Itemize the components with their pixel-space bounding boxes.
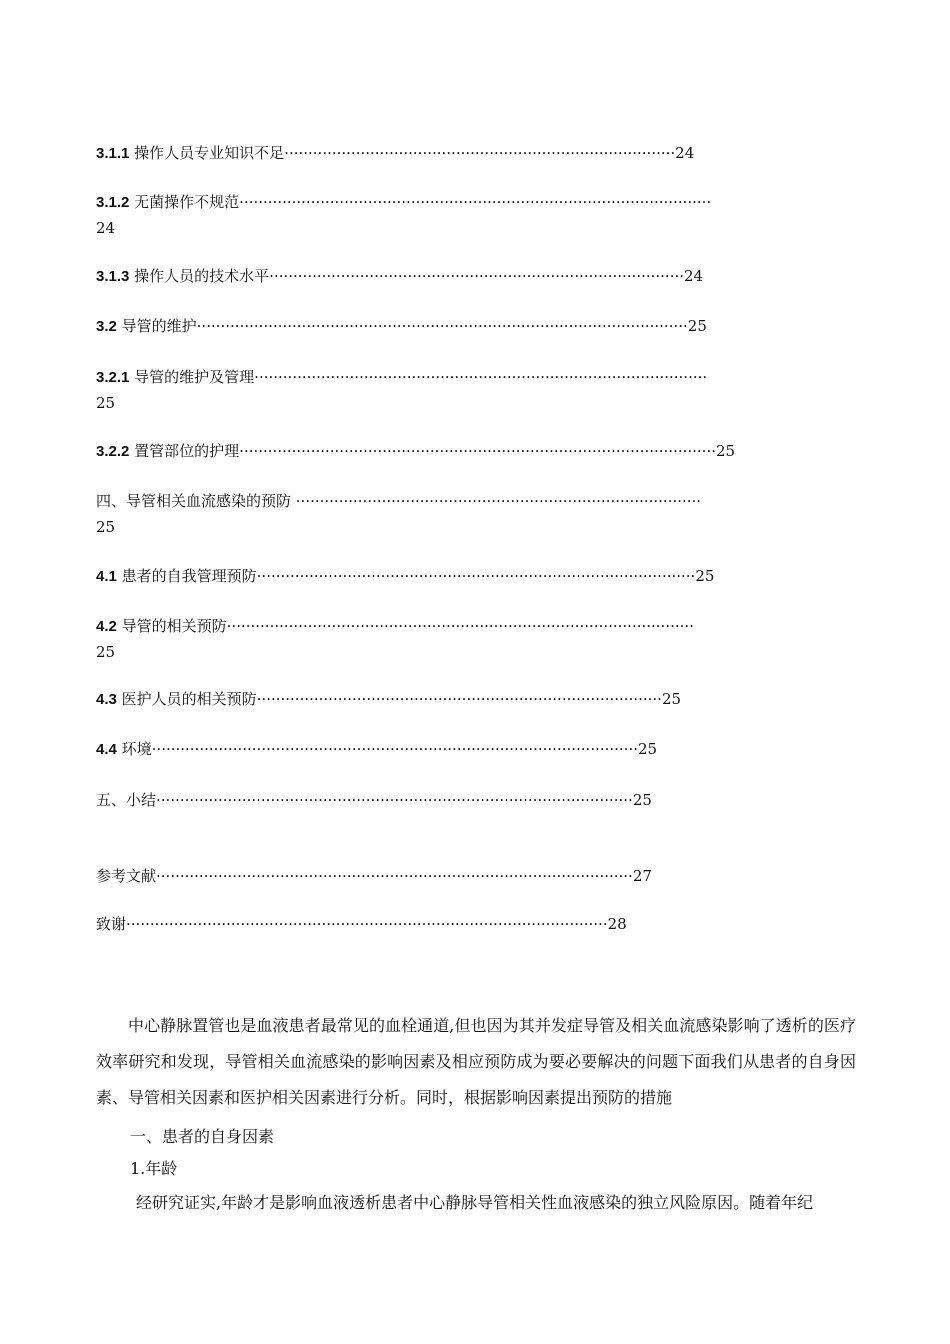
toc-entry[interactable] [96,367,707,388]
toc-leader-dots: ······························································································· [254,368,708,386]
subsection-heading: 1.年龄 [130,1159,178,1178]
toc-leader-dots: ······································································································ [151,740,638,758]
toc-entry-page: 25 [638,740,658,758]
toc-entry-page: 27 [632,867,652,885]
toc-leader-dots: ·················································································· [284,144,676,162]
toc-entry[interactable] [96,491,701,511]
toc-entry[interactable] [96,566,714,587]
toc-entry-title: 环境 [121,740,152,758]
toc-entry-page: 24 [675,144,695,162]
section-heading: 一、患者的自身因素 [130,1127,275,1146]
toc-entry-title: 导管的相关预防 [121,617,227,635]
toc-entry-number: 3.1.1 [96,145,130,162]
toc-entry-title: 参考文献 [96,867,157,885]
toc-entry-number: 3.1.3 [96,268,130,285]
toc-entry-page: 24 [684,267,704,285]
toc-leader-dots: ······································································································· [196,317,688,335]
toc-entry-title: 患者的自我管理预防 [121,567,257,585]
toc-entry-number: 3.2.2 [96,443,130,460]
toc-entry-title: 四、导管相关血流感染的预防 [96,492,296,510]
toc-leader-dots: ···································································································· [156,867,633,885]
toc-entry-title: 导管的维护 [121,317,197,335]
toc-entry-title: 操作人员专业知识不足 [134,144,285,162]
toc-entry-title: 导管的维护及管理 [134,368,255,386]
toc-leader-dots: ·································································································· [226,617,694,635]
toc-entry-page: 25 [695,567,715,585]
toc-leader-dots: ···································································································· [239,442,716,460]
toc-entry-page: 25 [96,518,116,536]
toc-entry-page: 24 [96,219,116,237]
toc-leader-dots: ···································································································· [156,791,633,809]
toc-entry[interactable] [96,316,707,337]
toc-leader-dots: ····················································································· [256,690,662,708]
toc-entry-page: 25 [96,643,116,661]
toc-leader-dots: ····················································································· [295,492,702,510]
toc-entry[interactable] [96,266,703,287]
toc-entry[interactable] [96,739,657,760]
toc-entry[interactable] [96,790,652,810]
toc-entry[interactable] [96,441,735,462]
toc-entry-page: 25 [96,394,116,412]
toc-leader-dots: ··································································································· [239,193,712,211]
toc-entry-title: 置管部位的护理 [134,442,240,460]
toc-entry[interactable] [96,914,627,934]
toc-entry-title: 五、小结 [96,791,157,809]
toc-entry[interactable] [96,192,711,213]
toc-entry-number: 3.1.2 [96,194,130,211]
toc-entry-title: 医护人员的相关预防 [121,690,257,708]
toc-entry-number: 3.2 [96,318,117,335]
toc-leader-dots: ······················································································· [269,267,684,285]
toc-entry-title: 致谢 [96,915,127,933]
toc-leader-dots: ····································································································· [126,915,608,933]
toc-entry[interactable] [96,143,694,164]
toc-entry-page: 25 [632,791,652,809]
toc-entry-page: 25 [715,442,736,460]
toc-entry-number: 4.3 [96,691,117,708]
toc-entry-title: 无菌操作不规范 [134,193,240,211]
toc-leader-dots: ···························································································· [256,567,696,585]
toc-entry-number: 4.1 [96,568,117,585]
toc-entry[interactable] [96,866,652,886]
intro-paragraph: 中心静脉置管也是血液患者最常见的血栓通道,但也因为其并发症导管及相关血流感染影响了透析的医疗效率研究和发现，导管相关血流感染的影响因素及相应预防成为要必要解决的问题下面我们从患者的自身因素、导管相关因素和医护相关因素进行分析。同时，根据影响因素提出预防的措施 [96,1016,856,1107]
toc-entry-page: 25 [687,317,707,335]
toc-entry[interactable] [96,616,694,637]
toc-entry[interactable] [96,689,681,710]
toc-entry-number: 4.2 [96,618,117,635]
toc-entry-title: 操作人员的技术水平 [134,267,270,285]
toc-entry-number: 3.2.1 [96,369,130,386]
toc-entry-page: 25 [661,690,682,708]
toc-entry-page: 28 [607,915,627,933]
toc-entry-number: 4.4 [96,741,117,758]
body-paragraph: 经研究证实,年龄才是影响血液透析患者中心静脉导管相关性血液感染的独立风险原因。随着年纪 [136,1193,814,1212]
